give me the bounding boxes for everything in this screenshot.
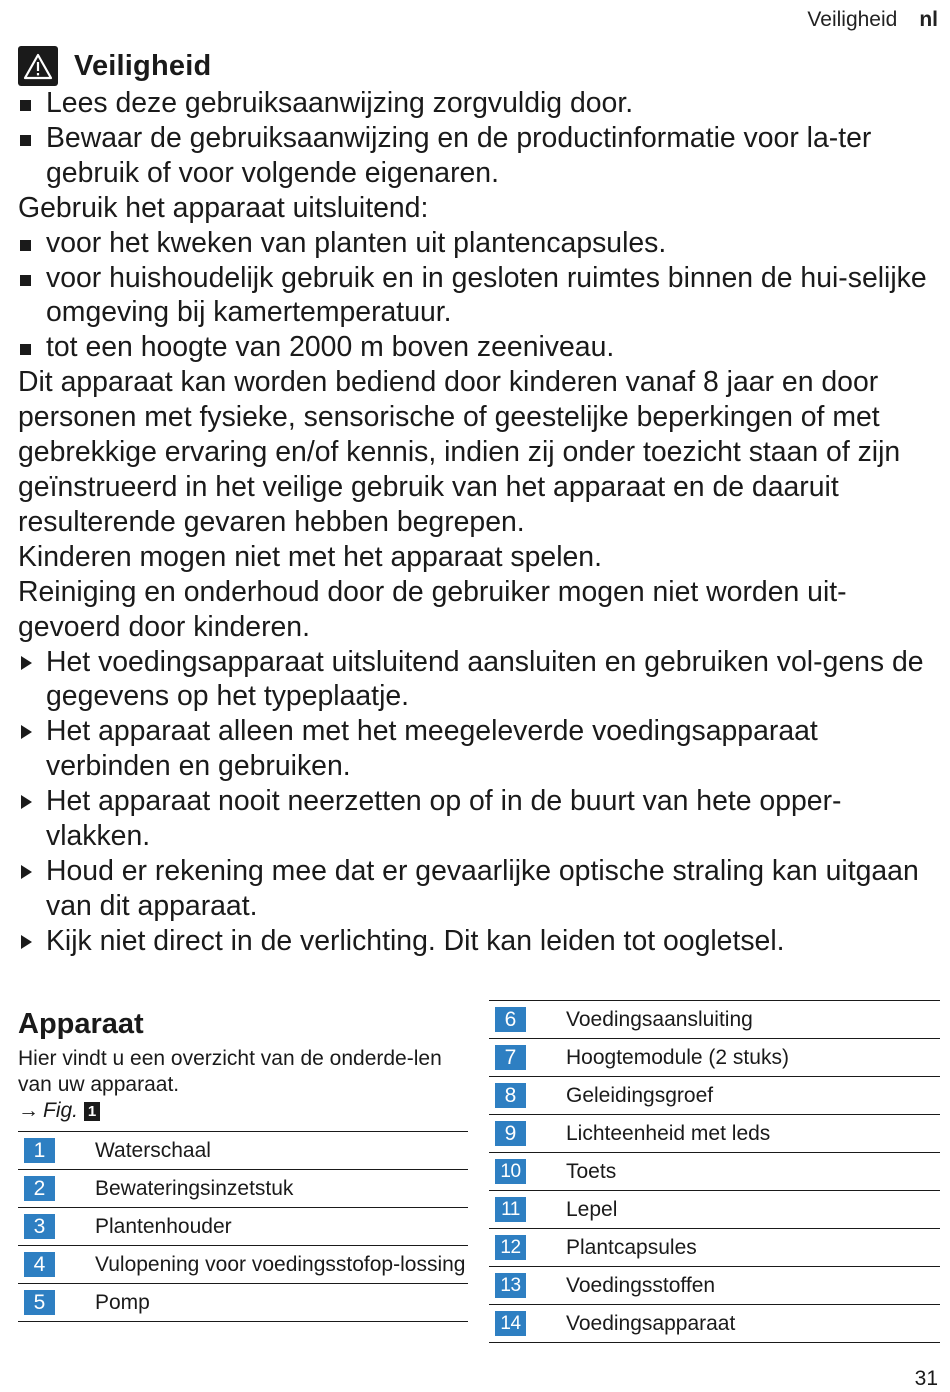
page-number: 31 bbox=[914, 1367, 938, 1390]
bullet-item bbox=[18, 121, 940, 191]
parts-table-right bbox=[489, 1000, 940, 1343]
part-label: Bewateringsinzetstuk bbox=[95, 1177, 294, 1200]
part-number-badge: 11 bbox=[495, 1197, 526, 1222]
safety-paragraph bbox=[18, 191, 940, 226]
part-label: Plantcapsules bbox=[566, 1236, 697, 1259]
part-row bbox=[18, 1208, 468, 1246]
part-row bbox=[18, 1170, 468, 1208]
item-text: Bewaar de gebruiksaanwijzing en de productinformatie voor la-ter gebruik of voor volgende eigenaren. bbox=[46, 121, 872, 189]
square-bullet-icon bbox=[20, 240, 31, 251]
running-header bbox=[807, 8, 938, 32]
square-bullet-icon bbox=[20, 275, 31, 286]
part-number-badge: 8 bbox=[495, 1083, 526, 1108]
safety-paragraph bbox=[18, 575, 940, 645]
safety-paragraph bbox=[18, 365, 940, 540]
part-label: Voedingsaansluiting bbox=[566, 1008, 753, 1031]
part-row bbox=[489, 1153, 940, 1191]
instruction-item bbox=[18, 714, 940, 784]
apparaat-intro: Hier vindt u een overzicht van de onderde-len van uw apparaat. bbox=[18, 1047, 442, 1096]
safety-paragraph bbox=[18, 540, 940, 575]
bullet-item bbox=[18, 330, 940, 365]
item-text: Het apparaat alleen met het meegeleverde voedingsapparaat verbinden en gebruiken. bbox=[46, 715, 818, 783]
part-number-badge: 3 bbox=[24, 1214, 55, 1239]
part-row bbox=[489, 1229, 940, 1267]
warning-triangle-icon bbox=[18, 46, 58, 86]
part-row bbox=[489, 1191, 940, 1229]
part-row bbox=[18, 1246, 468, 1284]
part-number-badge: 6 bbox=[495, 1007, 526, 1032]
item-text: Kinderen mogen niet met het apparaat spelen. bbox=[18, 540, 602, 573]
item-text: Lees deze gebruiksaanwijzing zorgvuldig door. bbox=[46, 87, 634, 119]
part-row bbox=[489, 1267, 940, 1305]
part-label: Toets bbox=[566, 1160, 617, 1183]
part-label: Lepel bbox=[566, 1198, 618, 1221]
square-bullet-icon bbox=[20, 135, 31, 146]
part-label: Vulopening voor voedingsstofop-lossing bbox=[95, 1253, 466, 1276]
item-text: Kijk niet direct in de verlichting. Dit kan leiden tot oogletsel. bbox=[46, 924, 785, 957]
item-text: Dit apparaat kan worden bediend door kinderen vanaf 8 jaar en door personen met fysieke, sensorische of geestelijke beperkingen of met gebrekkige ervaring en/of kennis, indien zij onder toezicht staan of zijn geïnstrueerd in het veilige gebruik van het apparaat en de daaruit resulterende gevaren hebben begrepen. bbox=[18, 366, 901, 538]
part-number-badge: 5 bbox=[24, 1290, 55, 1315]
instruction-item bbox=[18, 645, 940, 715]
square-bullet-icon bbox=[20, 100, 31, 111]
part-row bbox=[489, 1077, 940, 1115]
triangle-bullet-icon bbox=[21, 656, 32, 670]
part-number-badge: 2 bbox=[24, 1176, 55, 1201]
square-bullet-icon bbox=[20, 344, 31, 355]
figure-label: Fig. bbox=[43, 1099, 79, 1122]
part-number-badge: 9 bbox=[495, 1121, 526, 1146]
triangle-bullet-icon bbox=[21, 725, 32, 739]
instruction-item bbox=[18, 854, 940, 924]
triangle-bullet-icon bbox=[21, 865, 32, 879]
figure-number-badge: 1 bbox=[84, 1102, 100, 1121]
item-text: voor huishoudelijk gebruik en in gesloten ruimtes binnen de hui-selijke omgeving bij kamertemperatuur. bbox=[46, 261, 927, 329]
part-number-badge: 14 bbox=[495, 1311, 526, 1336]
part-number-badge: 1 bbox=[24, 1138, 55, 1163]
part-number-badge: 4 bbox=[24, 1252, 55, 1277]
bullet-item bbox=[18, 86, 940, 121]
part-row bbox=[18, 1284, 468, 1322]
part-number-badge: 10 bbox=[495, 1159, 526, 1184]
part-row bbox=[489, 1115, 940, 1153]
safety-title: Veiligheid bbox=[74, 49, 212, 82]
bullet-item bbox=[18, 261, 940, 331]
part-label: Geleidingsgroef bbox=[566, 1084, 714, 1107]
item-text: Houd er rekening mee dat er gevaarlijke optische straling kan uitgaan van dit apparaat. bbox=[46, 854, 919, 922]
instruction-item bbox=[18, 784, 940, 854]
item-text: Gebruik het apparaat uitsluitend: bbox=[18, 191, 429, 224]
part-number-badge: 12 bbox=[495, 1235, 526, 1260]
header-section: Veiligheid bbox=[807, 8, 898, 31]
arrow-icon: → bbox=[18, 1099, 39, 1122]
parts-table-left bbox=[18, 1131, 468, 1322]
item-text: voor het kweken van planten uit plantencapsules. bbox=[46, 226, 667, 259]
item-text: Het apparaat nooit neerzetten op of in de buurt van hete opper-vlakken. bbox=[46, 785, 842, 853]
item-text: Het voedingsapparaat uitsluitend aansluiten en gebruiken vol-gens de gegevens op het typeplaatje. bbox=[46, 645, 924, 713]
part-label: Voedingsstoffen bbox=[566, 1274, 716, 1297]
part-label: Hoogtemodule (2 stuks) bbox=[566, 1046, 789, 1069]
part-label: Plantenhouder bbox=[95, 1215, 232, 1238]
item-text: Reiniging en onderhoud door de gebruiker mogen niet worden uit-gevoerd door kinderen. bbox=[18, 575, 847, 643]
instruction-item bbox=[18, 924, 940, 959]
safety-heading bbox=[18, 46, 940, 86]
part-label: Lichteenheid met leds bbox=[566, 1122, 771, 1145]
part-number-badge: 7 bbox=[495, 1045, 526, 1070]
safety-content bbox=[18, 86, 940, 959]
part-label: Waterschaal bbox=[95, 1139, 211, 1162]
safety-section bbox=[18, 46, 940, 959]
part-number-badge: 13 bbox=[495, 1273, 526, 1298]
header-language: nl bbox=[919, 8, 938, 31]
triangle-bullet-icon bbox=[21, 795, 32, 809]
part-row bbox=[489, 1305, 940, 1343]
item-text: tot een hoogte van 2000 m boven zeeniveau. bbox=[46, 331, 615, 364]
apparaat-title: Apparaat bbox=[18, 1008, 144, 1040]
bullet-item bbox=[18, 226, 940, 261]
part-row bbox=[18, 1132, 468, 1170]
figure-reference bbox=[18, 1099, 100, 1123]
triangle-bullet-icon bbox=[21, 935, 32, 949]
part-row bbox=[489, 1039, 940, 1077]
part-row bbox=[489, 1001, 940, 1039]
part-label: Voedingsapparaat bbox=[566, 1312, 736, 1335]
part-label: Pomp bbox=[95, 1291, 150, 1314]
